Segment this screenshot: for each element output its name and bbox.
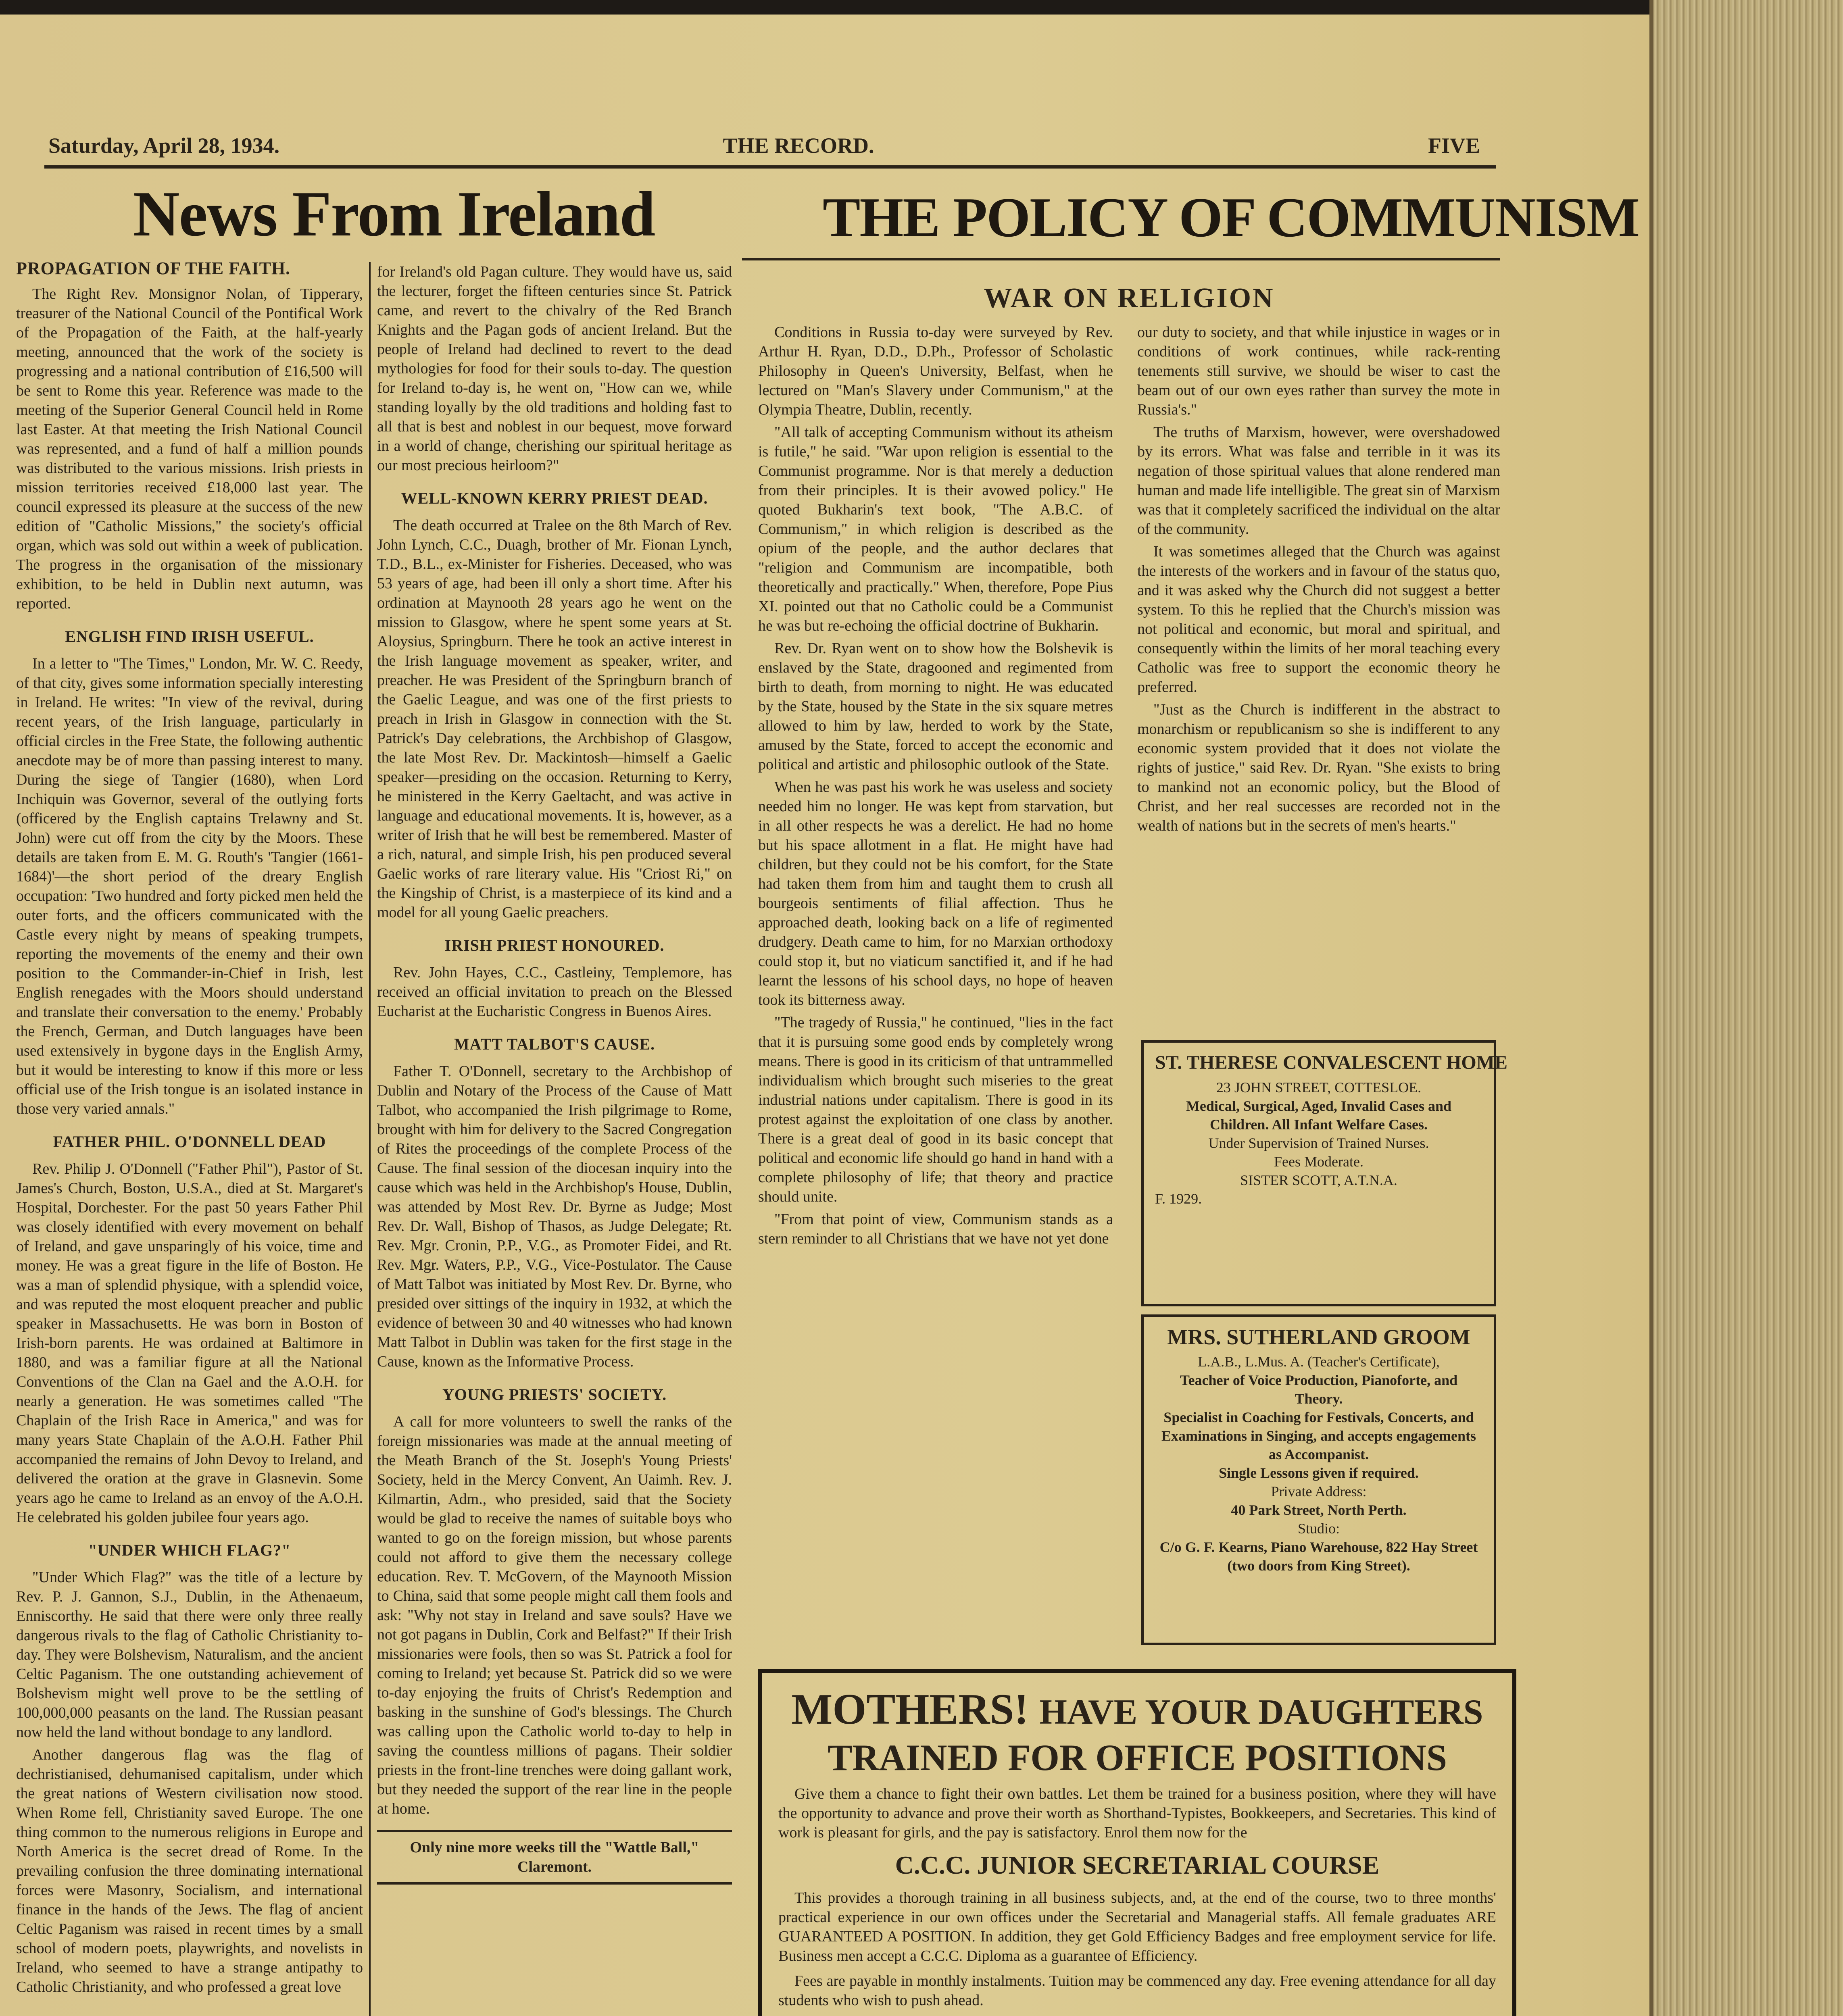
groom-specialist: Specialist in Coaching for Festivals, Concerts, and Examinations in Singing, and accepts engagements as Accompanist.	[1161, 1409, 1476, 1462]
column-3	[758, 323, 1113, 1252]
communism-p9: It was sometimes alleged that the Church was against the interests of the workers and in favour of the status quo, and it was asked why the Church did not suggest a better system. To this he replied that the Church's mission was not political and economic, but moral and spiritual, and consequently within the limits of her moral teaching every Catholic was free to support the economic theory he preferred.	[1137, 543, 1500, 696]
groom-cert: L.A.B., L.Mus. A. (Teacher's Certificate),	[1198, 1354, 1440, 1370]
talbot-title: MATT TALBOT'S CAUSE.	[454, 1035, 655, 1053]
college-ad-headline	[778, 1685, 1496, 1737]
communism-p2: "All talk of accepting Communism without its atheism is futile," he said. "War upon religion is essential to the Communist programme. Nor is that merely a deduction from their principles. It is their avowed policy." He quoted Bukharin's text book, "The A.B.C. of Communism," in which religion is described as the opium of the people, and the author declares that "religion and Communism are incompatible, both theoretically and practically." When, therefore, Pope Pius XI. pointed out that no Catholic could be a Communist he was but re-echoing the official doctrine of Bukharin.	[758, 424, 1113, 634]
young-priests-title: YOUNG PRIESTS' SOCIETY.	[442, 1385, 667, 1404]
issue-date: Saturday, April 28, 1934.	[48, 133, 280, 158]
flag-title: "UNDER WHICH FLAG?"	[88, 1541, 291, 1559]
flag-text-2: Another dangerous flag was the flag of dechristianised, dehumanised capitalism, under which the great nations of Western civilisation now stood. When Rome fell, Christianity saved Europe. The one thing common to the numerous religions in Europe and North America is the secret dread of Rome. In the prevailing confusion the three dominating international forces were Masonry, Socialism, and international finance in the hands of the Jews. The flag of ancient Celtic Paganism was raised in recent times by a small school of modern poets, playwrights, and novelists in Ireland, who seemed to have a strange antipathy to Catholic Christianity, and who professed a great love	[16, 1746, 363, 1995]
young-priests-text: A call for more volunteers to swell the ranks of the foreign missionaries was made at the annual meeting of the Meath Branch of the St. Joseph's Young Priests' Society, held in the Mercy Convent, An Uaimh. Rev. J. Kilmartin, Adm., who presided, said that the Society would be glad to receive the names of suitable boys who wanted to go on the foreign mission, but whose parents could not afford to give them the necessary college education. Rev. T. McGovern, of the Maynooth Mission to China, said that some people might call them fools and ask: "Why not stay in Ireland and save souls? Have we not got pagans in Dublin, Cork and Belfast?" If their Irish missionaries were fools, then so was St. Patrick a fool for coming to Ireland; yet because St. Patrick did so we were to-day enjoying the fruits of Christ's Redemption and basking in the sunshine of God's blessings. The Church was calling upon the Catholic world to-day to help in saving the countless millions of pagans. Their soldier priests in the front-line trenches were doing gallant work, but they needed the support of the rear line in the people at home.	[377, 1413, 732, 1817]
communism-p10: "Just as the Church is indifferent in the abstract to monarchism or republicanism so she is indifferent to any economic system provided that it does not violate the rights of justice," said Rev. Dr. Ryan. "She exists to bring to mankind not an economic policy, but the Blood of Christ, and her real successes are recorded not in the wealth of nations but in the secrets of men's hearts."	[1137, 701, 1500, 834]
communism-headline: THE POLICY OF COMMUNISM	[823, 186, 1639, 249]
therese-address: 23 JOHN STREET, COTTESLOE.	[1216, 1079, 1422, 1095]
wattle-ball-note: Only nine more weeks till the "Wattle Ball," Claremont.	[377, 1830, 732, 1885]
groom-teacher: Teacher of Voice Production, Pianoforte, and Theory.	[1180, 1372, 1458, 1407]
communism-p4: When he was past his work he was useless and society needed him no longer. He was kept from starvation, but in all other respects he was a derelict. He had no home but his space allotment in a flat. He might have had children, but they could not be his comfort, for the State had taken them from him and taught them to crush all bourgeois sentiments of filial affection. Thus he approached death, looking back on a life of regimented drudgery. Death came to him, for no Marxian orthodoxy could stop it, but no viaticum sanctified it, and if he had learnt the lessons of his school days, no hope of heaven took its bitterness away.	[758, 779, 1113, 1008]
column-1	[16, 258, 363, 2000]
therese-ad	[1141, 1040, 1508, 1306]
groom-private-label: Private Address:	[1271, 1483, 1367, 1500]
column-rule-1	[369, 262, 371, 2016]
college-ad-fees: Fees are payable in monthly instalments. Tuition may be commenced any day. Free evening attendance for all day students who wish to push ahead.	[778, 1972, 1496, 2009]
groom-studio-address: C/o G. F. Kearns, Piano Warehouse, 822 Hay Street (two doors from King Street).	[1159, 1539, 1478, 1574]
college-ad-intro: Give them a chance to fight their own battles. Let them be trained for a business position, where they will have the opportunity to advance and prove their worth as Shorthand-Typistes, Bookkeepers, and Secretaries. This kind of work is pleasant for girls, and the pay is satisfactory. Enrol them now for the	[778, 1785, 1496, 1841]
communism-p3: Rev. Dr. Ryan went on to show how the Bolshevik is enslaved by the State, dragooned and regimented from birth to death, from morning to night. He was educated by the State, housed by the State in the six square metres allowed to him by law, herded to work by the State, amused by the State, forced to accept the economic and political and artistic and philosophic outlook of the State.	[758, 640, 1113, 773]
college-ad-course: C.C.C. JUNIOR SECRETARIAL COURSE	[895, 1851, 1380, 1879]
groom-studio-label: Studio:	[1297, 1520, 1340, 1537]
page-number: FIVE	[1428, 133, 1480, 158]
flag-text-1: "Under Which Flag?" was the title of a lecture by Rev. P. J. Gannon, S.J., Dublin, in the Athenaeum, Enniscorthy. He said that there were only three really dangerous rivals to the flag of Catholic Christianity to-day. They were Bolshevism, Naturalism, and the ancient Celtic Paganism. The one outstanding achievement of Bolshevism might well prove to be the settling of 100,000,000 peasants on the land. The Russian peasant now held the land without bondage to any landlord.	[16, 1569, 363, 1741]
communism-top-rule	[742, 258, 1500, 260]
column-2	[377, 262, 732, 1885]
therese-supervision: Under Supervision of Trained Nurses.	[1208, 1135, 1429, 1151]
groom-lessons: Single Lessons given if required.	[1219, 1465, 1419, 1481]
groom-ad	[1141, 1314, 1496, 1645]
therese-fees: Fees Moderate.	[1274, 1154, 1363, 1170]
header-rule	[44, 165, 1496, 169]
groom-private-address: 40 Park Street, North Perth.	[1231, 1502, 1407, 1518]
odonnell-text: Rev. Philip J. O'Donnell ("Father Phil"), Pastor of St. James's Church, Boston, U.S.A., died at St. Margaret's Hospital, Dorchester. For the past 50 years Father Phil was closely identified with every movement on behalf of Ireland, and gave unsparingly of his voice, time and money. He was a great figure in the life of Boston. He was a man of splendid physique, with a splendid voice, and was reputed the most eloquent preacher and public speaker in Massachusetts. He was born in Boston of Irish-born parents. He was ordained at Baltimore in 1880, and was a familiar figure at all the National Conventions of the Clan na Gael and the A.O.H. for nearly a generation. He was sometimes called "The Chaplain of the Irish Race in America," and was for many years State Chaplain of the A.O.H. Father Phil accompanied the remains of John Devoy to Ireland, and delivered the oration at the grave in Glasnevin. Some years ago he came to Ireland as an envoy of the A.O.H. He celebrated his golden jubilee four years ago.	[16, 1160, 363, 1526]
honoured-text: Rev. John Hayes, C.C., Castleiny, Templemore, has received an official invitation to preach on the Blessed Eucharist at the Eucharistic Congress in Buenos Aires.	[377, 964, 732, 1020]
communism-p7: our duty to society, and that while injustice in wages or in conditions of work continues, while rack-renting tenements still survive, we should be wiser to cast the beam out of our own eyes rather than survey the mote in Russia's."	[1137, 324, 1500, 418]
therese-cases: Medical, Surgical, Aged, Invalid Cases and Children. All Infant Welfare Cases.	[1186, 1098, 1452, 1133]
paper-name: THE RECORD.	[723, 133, 874, 158]
book-page-edges	[1649, 0, 1843, 2016]
faith-text: The Right Rev. Monsignor Nolan, of Tipperary, treasurer of the National Council of the Pontifical Work of the Propagation of the Faith, at the half-yearly meeting, announced that the work of the society is progressing and a national contribution of £16,500 will be sent to Rome this year. Reference was made to the meeting of the Superior General Council held in Rome last Easter. At that meeting the Irish National Council was represented, and a fund of half a million pounds was distributed to the various missions. Irish priests in mission territories received £18,000 last year. The council expressed its pleasure at the success of the new edition of "Catholic Missions," the society's official organ, which was sold out within a week of publication. The progress in the organisation of the missionary exhibition, to be held in Dublin next autumn, was reported.	[16, 285, 363, 612]
college-ad-subheadline: TRAINED FOR OFFICE POSITIONS	[827, 1737, 1447, 1778]
english-text: In a letter to "The Times," London, Mr. W. C. Reedy, of that city, gives some information specially interesting in Ireland. He writes: "In view of the revival, during recent years, of the Irish language, particularly in official circles in the Free State, the following authentic anecdote may be of more than passing interest to many. During the siege of Tangier (1680), when Lord Inchiquin was Governor, several of the outlying forts (officered by the English captains Trelawny and St. John) were cut off from the city by the Moors. These details are taken from E. M. G. Routh's 'Tangier (1661-1684)'—the short period of the dreary English occupation: 'Two hundred and forty picked men held the outer forts, and the officers communicated with the Castle every night by means of speaking trumpets, reporting the movements of the enemy and their own position to the Commander-in-Chief in Irish, lest English renegades with the Moors should understand and translate their conversation to the enemy.' Probably the French, German, and Dutch languages have been used extensively in bygone days in the English Army, but it would be interesting to know if this more or less official use of the Irish tongue is an isolated instance in those very varied annals."	[16, 655, 363, 1117]
flag-continued: for Ireland's old Pagan culture. They would have us, said the lecturer, forget the fifteen centuries since St. Patrick came, and revert to the chivalry of the Red Branch Knights and the Pagan gods of ancient Ireland. But the people of Ireland had declined to revert to the dead mythologies for food for their souls to-day. The question for Ireland to-day is, he went on, "How can we, while standing loyally by the old traditions and holding fast to all that is best and noblest in our bequest, move forward in a world of change, cherishing our spiritual heritage as our most precious heirloom?"	[377, 263, 732, 474]
column-4	[1137, 323, 1500, 839]
honoured-title: IRISH PRIEST HONOURED.	[444, 936, 665, 954]
ireland-headline: News From Ireland	[133, 178, 655, 250]
therese-title: ST. THERESE CONVALESCENT HOME	[1155, 1052, 1508, 1073]
college-ad	[758, 1669, 1516, 2016]
groom-title: MRS. SUTHERLAND GROOM	[1167, 1325, 1470, 1349]
talbot-text: Father T. O'Donnell, secretary to the Archbishop of Dublin and Notary of the Process of the Cause of Matt Talbot, who accompanied the Irish pilgrimage to Rome, brought with him for delivery to the Sacred Congregation of Rites the proceedings of the complete Process of the Cause. The final session of the diocesan inquiry into the cause which was held in the Archbishop's House, Dublin, was attended by Most Rev. Dr. Byrne as Judge; Most Rev. Dr. Wall, Bishop of Thasos, as Judge Delegate; Rt. Rev. Mgr. Cronin, P.P., V.G., as Promoter Fidei, and Rt. Rev. Mgr. Waters, P.P., V.G., Vice-Postulator. The Cause of Matt Talbot was initiated by Most Rev. Dr. Byrne, who presided over sittings of the inquiry in 1932, at which the evidence of between 30 and 40 witnesses who had known Matt Talbot in Dublin was taken for the first stage in the Cause, known as the Informative Process.	[377, 1063, 732, 1370]
communism-p1: Conditions in Russia to-day were surveyed by Rev. Arthur H. Ryan, D.D., D.Ph., Professor of Scholastic Philosophy in Queen's University, Belfast, when he lectured on "Man's Slavery under Communism," at the Olympia Theatre, Dublin, recently.	[758, 324, 1113, 418]
binding-edge	[0, 0, 1843, 15]
kerry-text: The death occurred at Tralee on the 8th March of Rev. John Lynch, C.C., Duagh, brother of Mr. Fionan Lynch, T.D., B.L., ex-Minister for Fisheries. Deceased, who was 53 years of age, had been ill only a short time. After his ordination at Maynooth 28 years ago he went on the mission to Glasgow, where he spent some years at St. Aloysius, Springburn. There he took an active interest in the Irish language movement as speaker, writer, and preacher. He was President of the Springburn branch of the Gaelic League, and was one of the first priests to preach in Irish in Glasgow in connection with the St. Patrick's Day celebrations, the Archbishop of Glasgow, the late Most Rev. Dr. Mackintosh—himself a Gaelic speaker—presiding on the occasion. Returning to Kerry, he ministered in the Kerry Gaeltacht, and was active in language and educational movements. It is, however, as a writer of Irish that he will best be remembered. Master of a rich, natural, and simple Irish, his pen produced several Gaelic works of rare literary value. His "Criost Ri," on the Kingship of Christ, is a masterpiece of its kind and a model for all young Gaelic preachers.	[377, 517, 732, 921]
communism-p5: "The tragedy of Russia," he continued, "lies in the fact that it is pursuing some good ends by completely wrong means. There is good in its criticism of that untrammelled individualism which brought such miseries to the great industrial nations under capitalism. There is good in its protest against the exploitation of one class by another. There is a great deal of good in its basic concept that political and economic life should go hand in hand with a complete philosophy of life; that theory and practice should unite.	[758, 1014, 1113, 1205]
odonnell-title: FATHER PHIL. O'DONNELL DEAD	[53, 1133, 326, 1151]
communism-p6: "From that point of view, Communism stands as a stern reminder to all Christians that we have not yet done	[758, 1211, 1113, 1247]
college-ad-details: This provides a thorough training in all business subjects, and, at the end of the course, two to three months' practical experience in our own offices under the Secretarial and Managerial staffs. All female graduates ARE GUARANTEED A POSITION. In addition, they get Gold Efficiency Badges and free employment service for life. Business men accept a C.C.C. Diploma as a guarantee of Efficiency.	[778, 1889, 1496, 1964]
communism-p8: The truths of Marxism, however, were overshadowed by its errors. What was false and terrible in it was its negation of those spiritual values that alone rendered man human and made life intelligible. The great sin of Marxism was that it completely sacrificed the individual on the altar of the community.	[1137, 424, 1500, 537]
war-on-religion-subhead: WAR ON RELIGION	[984, 283, 1275, 314]
faith-title: PROPAGATION OF THE FAITH.	[16, 258, 291, 278]
therese-phone: F. 1929.	[1155, 1191, 1202, 1207]
kerry-title: WELL-KNOWN KERRY PRIEST DEAD.	[401, 489, 708, 507]
english-title: ENGLISH FIND IRISH USEFUL.	[65, 627, 314, 646]
therese-sister: SISTER SCOTT, A.T.N.A.	[1240, 1172, 1397, 1188]
college-ad-daughters: HAVE YOUR DAUGHTERS	[1039, 1693, 1483, 1732]
college-ad-mothers: MOTHERS!	[791, 1685, 1029, 1733]
